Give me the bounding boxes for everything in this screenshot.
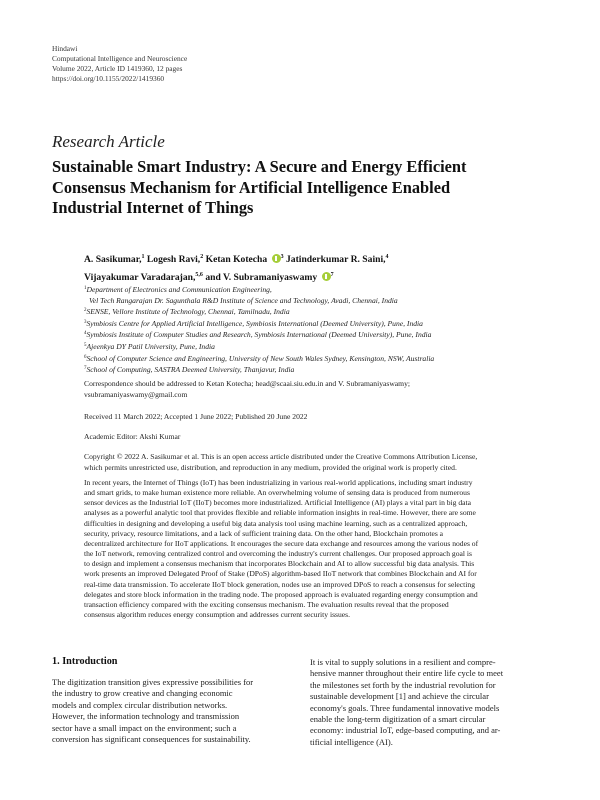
author-conjunction: and <box>205 271 221 283</box>
affiliation-text: SENSE, Vellore Institute of Technology, Chennai, Tamilnadu, India <box>86 307 290 317</box>
paper-title <box>52 157 552 219</box>
abstract-line: consensus algorithm reduces energy consumption and addresses current security issues. <box>84 610 350 620</box>
affiliation <box>84 296 434 307</box>
title-line: Industrial Internet of Things <box>52 198 254 217</box>
author-name: Ketan Kotecha <box>205 254 268 265</box>
copyright-notice <box>84 452 554 473</box>
abstract-line: In recent years, the Internet of Things (IoT) has been industrializing in various real-world applications, including smart industry <box>84 478 473 487</box>
body-line: conversion has significant consequences for sustainability. <box>52 734 251 745</box>
body-line: enable the long-term digitization of a smart circular <box>310 714 486 725</box>
affiliation <box>84 329 434 341</box>
correspondence-line: vsubramaniyaswamy@gmail.com <box>84 389 188 399</box>
body-line: economy: industrial IoT, edge-based computing, and ar- <box>310 725 501 736</box>
intro-left-column <box>52 677 294 745</box>
author-sup: 7 <box>330 271 334 278</box>
author-name: Vijayakumar Varadarajan, <box>84 271 196 283</box>
affiliation-text: School of Computing, SASTRA Deemed University, Thanjavur, India <box>86 365 295 375</box>
body-line: It is vital to supply solutions in a resilient and compre- <box>310 657 496 667</box>
affiliation <box>84 306 434 318</box>
affiliation <box>84 353 434 365</box>
affiliation-sup: 4 <box>84 331 87 337</box>
author-name: Logesh Ravi, <box>146 254 201 265</box>
body-line: However, the information technology and transmission <box>52 711 240 722</box>
abstract-line: delegates and store block information in the trading node. The proposed approach is evaluated regarding energy consumption and <box>84 589 478 599</box>
journal-header <box>52 44 187 84</box>
affiliation-text: Symbiosis Centre for Applied Artificial Intelligence, Symbiosis International (Deemed University), Pune, India <box>86 318 423 328</box>
abstract-line: sensor devices as the Industrial IoT (IIoT) becomes more industrialized. Artificial Intelligence (AI) plays a vital part in big data <box>84 498 472 508</box>
dates-line: Received 11 March 2022; Accepted 1 June 2022; Published 20 June 2022 <box>84 412 308 421</box>
orcid-icon[interactable] <box>322 272 331 281</box>
affiliation-sup: 6 <box>84 354 87 360</box>
title-line: Consensus Mechanism for Artificial Intelligence Enabled <box>52 177 451 197</box>
author-line <box>84 250 389 268</box>
affiliation-text: School of Computer Science and Engineering, University of New South Wales Sydney, Kensington, NSW, Australia <box>86 353 435 363</box>
author-sup: 3 <box>280 254 284 260</box>
body-line: hensive manner throughout their entire life cycle to meet <box>310 668 504 679</box>
affiliation-sup: 2 <box>84 308 87 314</box>
section-heading: 1. Introduction <box>52 656 118 667</box>
copyright-line: which permits unrestricted use, distribution, and reproduction in any medium, provided the original work is properly cited. <box>84 462 457 472</box>
volume-info: Volume 2022, Article ID 1419360, 12 pages <box>52 64 183 73</box>
abstract-line: to design and implement a consensus mechanism that incorporates Blockchain and AI to allow successful big data analysis. This <box>84 559 475 569</box>
author-line <box>84 268 389 286</box>
body-line: models and complex circular distribution networks. <box>52 699 228 710</box>
author-list <box>84 250 389 285</box>
affiliation <box>84 318 434 330</box>
author-sup: 1 <box>141 254 145 260</box>
affiliation <box>84 364 434 376</box>
author-name: V. Subramaniyaswamy <box>223 271 318 283</box>
author-sup: 5,6 <box>195 271 203 278</box>
publication-dates <box>84 412 554 423</box>
affiliation-text: Department of Electronics and Communication Engineering, <box>86 285 272 294</box>
abstract-line: work presents an improved Delegated Proof of Stake (DPoS) algorithm-based IIoT network that combines Blockchain and AI for <box>84 569 477 579</box>
abstract-line: security, privacy, resource limitations, and a lack of sufficient training data. On the other hand, Blockchain promotes a <box>84 528 444 538</box>
author-name: A. Sasikumar, <box>84 254 142 265</box>
correspondence-line: Correspondence should be addressed to Ketan Kotecha; head@scaai.siu.edu.in and V. Subramaniyaswamy; <box>84 379 410 388</box>
affiliation-text: Vel Tech Rangarajan Dr. Sagunthala R&D Institute of Science and Technology, Avadi, Chennai, India <box>89 295 398 305</box>
affiliation-sup: 3 <box>84 319 87 325</box>
academic-editor <box>84 432 554 443</box>
author-sup: 4 <box>385 254 389 260</box>
publisher-name: Hindawi <box>52 44 78 53</box>
affiliation-sup: 7 <box>84 366 87 372</box>
body-line: tificial intelligence (AI). <box>310 736 393 747</box>
copyright-line: Copyright © 2022 A. Sasikumar et al. This is an open access article distributed under the Creative Commons Attribution License, <box>84 452 478 461</box>
body-line: the industry to grow creative and changing economic <box>52 688 233 699</box>
affiliation-sup: 5 <box>84 342 87 348</box>
abstract-line: real-time data transmission. To accelerate IIoT block generation, nodes use an improved DPoS to reach a consensus for selecting <box>84 579 475 589</box>
abstract-line: the IoT network, removing centralized control and overcoming the industry's current challenges. Our proposed approach goal is <box>84 549 472 559</box>
affiliation-sup: 1 <box>84 286 87 291</box>
title-line: Sustainable Smart Industry: A Secure and Energy Efficient <box>52 157 467 176</box>
body-line: sustainable development [1] and achieve the circular <box>310 691 489 702</box>
journal-name: Computational Intelligence and Neuroscience <box>52 54 188 63</box>
affiliation <box>84 284 434 296</box>
abstract-line: transaction efficiency compared with the exciting consensus mechanism. The evaluation results reveal that the proposed <box>84 599 449 609</box>
author-sup: 2 <box>200 254 204 260</box>
body-line: economy's goals. Three fundamental innovative models <box>310 702 500 713</box>
affiliation-text: Ajeenkya DY Patil University, Pune, India <box>86 341 215 351</box>
doi-link[interactable]: https://doi.org/10.1155/2022/1419360 <box>52 74 165 83</box>
abstract-line: analyses as a powerful analytic tool that provides flexible and reliable information insights in real-time. However, there are some <box>84 508 476 518</box>
intro-right-column <box>310 657 552 748</box>
affiliation-text: Symbiosis Institute of Computer Studies and Research, Symbiosis International (Deemed University), Pune, India <box>86 330 432 340</box>
author-name: Jatinderkumar R. Saini, <box>286 254 386 265</box>
body-line: The digitization transition gives expressive possibilities for <box>52 677 254 687</box>
correspondence <box>84 379 554 400</box>
body-line: sector have a small impact on the environment; such a <box>52 722 237 733</box>
orcid-icon[interactable] <box>272 254 281 263</box>
body-line: the milestones set forth by the industrial revolution for <box>310 679 496 690</box>
abstract-line: and smart grids, to make human existence more reliable. An overwhelming volume of sensing data is produced from numerous <box>84 488 470 498</box>
affiliation <box>84 341 434 353</box>
abstract <box>84 478 554 620</box>
article-type: Research Article <box>52 132 165 151</box>
abstract-line: difficulties in designing and developing a useful big data analysis tool using machine learning, such as a centralized approach, <box>84 518 468 528</box>
abstract-line: decentralized architecture for IIoT applications. It encourages the secure data exchange and resources among the various nodes of <box>84 538 479 548</box>
affiliation-list <box>84 284 434 376</box>
editor-line: Academic Editor: Akshi Kumar <box>84 432 181 441</box>
